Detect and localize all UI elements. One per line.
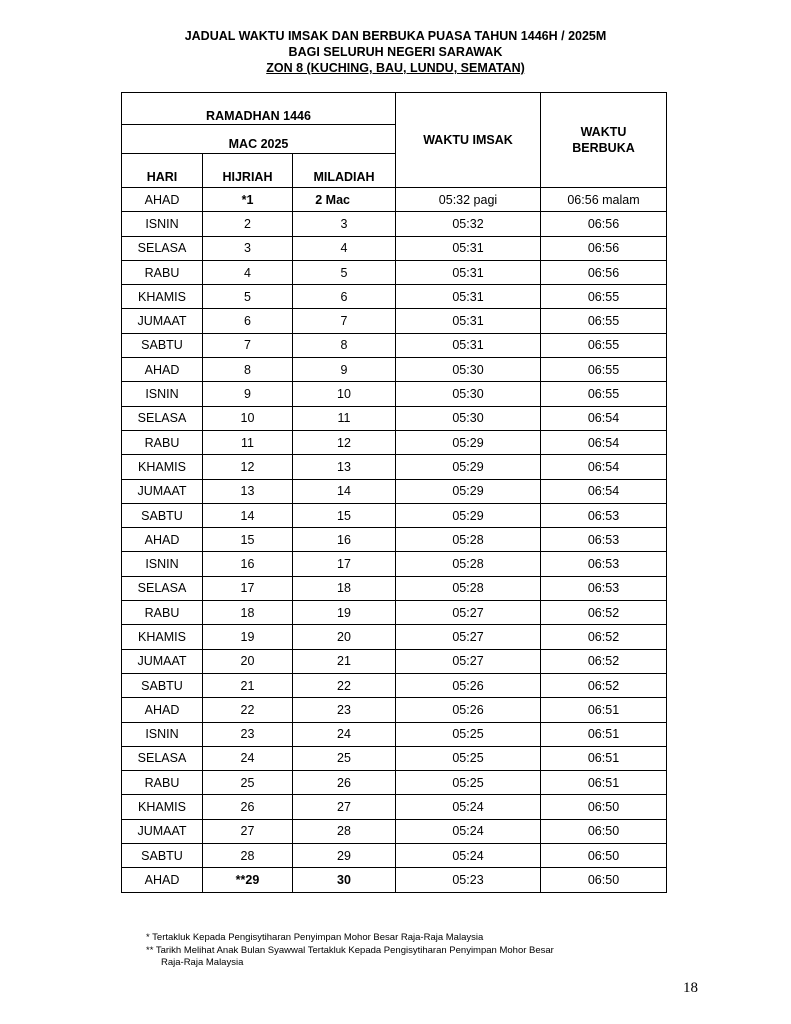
- cell-miladiah: 16: [293, 528, 396, 552]
- cell-miladiah: 15: [293, 503, 396, 527]
- table-row: [122, 503, 667, 527]
- table-row: [122, 844, 667, 868]
- cell-berbuka: 06:55: [541, 382, 667, 406]
- cell-hijriah: 20: [203, 649, 293, 673]
- cell-hari: AHAD: [122, 188, 203, 212]
- ramadhan-header: RAMADHAN 1446: [122, 93, 396, 125]
- cell-berbuka: 06:52: [541, 649, 667, 673]
- zone-label: ZON 8 (KUCHING, BAU, LUNDU, SEMATAN): [266, 61, 525, 75]
- footnote-2-continued: Raja-Raja Malaysia: [161, 957, 244, 968]
- cell-miladiah: 26: [293, 771, 396, 795]
- cell-imsak: 05:30: [396, 406, 541, 430]
- table-row: [122, 868, 667, 892]
- cell-hari: JUMAAT: [122, 649, 203, 673]
- table-row: [122, 188, 667, 212]
- footnote-1: * Tertakluk Kepada Pengisytiharan Penyimpan Mohor Besar Raja-Raja Malaysia: [146, 932, 484, 943]
- cell-miladiah: 13: [293, 455, 396, 479]
- cell-imsak: 05:32 pagi: [396, 188, 541, 212]
- cell-hari: RABU: [122, 260, 203, 284]
- cell-hari: AHAD: [122, 358, 203, 382]
- cell-imsak: 05:31: [396, 260, 541, 284]
- cell-hijriah: 7: [203, 333, 293, 357]
- cell-hari: RABU: [122, 601, 203, 625]
- cell-hijriah: 23: [203, 722, 293, 746]
- cell-miladiah: 29: [293, 844, 396, 868]
- cell-miladiah: 30: [293, 868, 396, 892]
- cell-hijriah: 27: [203, 819, 293, 843]
- cell-berbuka: 06:55: [541, 333, 667, 357]
- document-subtitle: BAGI SELURUH NEGERI SARAWAK: [288, 45, 503, 59]
- table-row: [122, 698, 667, 722]
- cell-imsak: 05:25: [396, 722, 541, 746]
- cell-hijriah: 10: [203, 406, 293, 430]
- hijriah-header: HIJRIAH: [203, 154, 293, 188]
- cell-hijriah: 26: [203, 795, 293, 819]
- cell-imsak: 05:28: [396, 576, 541, 600]
- cell-hijriah: 22: [203, 698, 293, 722]
- cell-imsak: 05:27: [396, 625, 541, 649]
- cell-miladiah: 23: [293, 698, 396, 722]
- cell-miladiah: 5: [293, 260, 396, 284]
- table-row: [122, 212, 667, 236]
- cell-berbuka: 06:53: [541, 552, 667, 576]
- cell-imsak: 05:28: [396, 528, 541, 552]
- month-header: MAC 2025: [122, 125, 396, 154]
- table-row: [122, 649, 667, 673]
- cell-miladiah: 17: [293, 552, 396, 576]
- cell-berbuka: 06:50: [541, 844, 667, 868]
- cell-imsak: 05:30: [396, 358, 541, 382]
- cell-berbuka: 06:52: [541, 601, 667, 625]
- cell-imsak: 05:25: [396, 771, 541, 795]
- cell-miladiah: 27: [293, 795, 396, 819]
- footnote-2: ** Tarikh Melihat Anak Bulan Syawwal Tertakluk Kepada Pengisytiharan Penyimpan Mohor Besar: [146, 944, 554, 956]
- cell-hijriah: 11: [203, 430, 293, 454]
- cell-berbuka: 06:54: [541, 479, 667, 503]
- cell-berbuka: 06:52: [541, 673, 667, 697]
- cell-miladiah: 6: [293, 285, 396, 309]
- cell-berbuka: 06:50: [541, 819, 667, 843]
- cell-imsak: 05:29: [396, 430, 541, 454]
- table-row: [122, 722, 667, 746]
- cell-imsak: 05:30: [396, 382, 541, 406]
- cell-hijriah: 18: [203, 601, 293, 625]
- cell-hari: AHAD: [122, 528, 203, 552]
- table-row: [122, 260, 667, 284]
- cell-hari: JUMAAT: [122, 479, 203, 503]
- cell-miladiah: 10: [293, 382, 396, 406]
- cell-miladiah: 18: [293, 576, 396, 600]
- cell-miladiah: 24: [293, 722, 396, 746]
- document-header: [0, 28, 791, 76]
- cell-hijriah: 17: [203, 576, 293, 600]
- table-row: [122, 333, 667, 357]
- cell-hijriah: 19: [203, 625, 293, 649]
- cell-hijriah: 28: [203, 844, 293, 868]
- cell-berbuka: 06:54: [541, 455, 667, 479]
- cell-berbuka: 06:50: [541, 868, 667, 892]
- cell-berbuka: 06:55: [541, 285, 667, 309]
- footnotes: [146, 932, 554, 970]
- table-row: [122, 406, 667, 430]
- cell-berbuka: 06:56: [541, 236, 667, 260]
- cell-berbuka: 06:53: [541, 503, 667, 527]
- cell-hijriah: 6: [203, 309, 293, 333]
- cell-berbuka: 06:51: [541, 746, 667, 770]
- cell-hijriah: 9: [203, 382, 293, 406]
- cell-berbuka: 06:50: [541, 795, 667, 819]
- cell-miladiah: 19: [293, 601, 396, 625]
- cell-hijriah: 2: [203, 212, 293, 236]
- table-row: [122, 358, 667, 382]
- hari-header: HARI: [122, 154, 203, 188]
- cell-imsak: 05:29: [396, 455, 541, 479]
- cell-hari: ISNIN: [122, 382, 203, 406]
- imsak-header: WAKTU IMSAK: [396, 93, 541, 188]
- table-row: [122, 455, 667, 479]
- table-row: [122, 673, 667, 697]
- cell-hari: RABU: [122, 430, 203, 454]
- cell-imsak: 05:32: [396, 212, 541, 236]
- cell-imsak: 05:29: [396, 479, 541, 503]
- cell-berbuka: 06:54: [541, 430, 667, 454]
- cell-hijriah: 24: [203, 746, 293, 770]
- cell-hari: SELASA: [122, 746, 203, 770]
- table-row: [122, 236, 667, 260]
- cell-berbuka: 06:55: [541, 309, 667, 333]
- cell-hari: RABU: [122, 771, 203, 795]
- table-row: [122, 285, 667, 309]
- cell-miladiah: 7: [293, 309, 396, 333]
- cell-hijriah: **29: [203, 868, 293, 892]
- cell-miladiah: 8: [293, 333, 396, 357]
- cell-hijriah: 13: [203, 479, 293, 503]
- page-number: 18: [683, 980, 698, 996]
- berbuka-header-text: WAKTU BERBUKA: [572, 125, 635, 155]
- cell-hari: SELASA: [122, 576, 203, 600]
- cell-imsak: 05:26: [396, 698, 541, 722]
- cell-hari: AHAD: [122, 868, 203, 892]
- cell-miladiah: 28: [293, 819, 396, 843]
- cell-imsak: 05:31: [396, 309, 541, 333]
- cell-imsak: 05:25: [396, 746, 541, 770]
- cell-miladiah: 9: [293, 358, 396, 382]
- cell-imsak: 05:27: [396, 649, 541, 673]
- cell-berbuka: 06:56: [541, 260, 667, 284]
- cell-imsak: 05:31: [396, 285, 541, 309]
- cell-miladiah: 4: [293, 236, 396, 260]
- cell-imsak: 05:29: [396, 503, 541, 527]
- cell-miladiah: 22: [293, 673, 396, 697]
- cell-hari: KHAMIS: [122, 455, 203, 479]
- cell-miladiah: 11: [293, 406, 396, 430]
- cell-imsak: 05:24: [396, 795, 541, 819]
- cell-berbuka: 06:54: [541, 406, 667, 430]
- cell-imsak: 05:31: [396, 333, 541, 357]
- table-row: [122, 819, 667, 843]
- cell-hari: ISNIN: [122, 212, 203, 236]
- table-row: [122, 309, 667, 333]
- cell-miladiah: 3: [293, 212, 396, 236]
- cell-hari: SABTU: [122, 333, 203, 357]
- berbuka-header: [541, 93, 667, 188]
- table-row: [122, 625, 667, 649]
- table-body: [122, 188, 667, 893]
- cell-miladiah: 2 Mac: [293, 188, 396, 212]
- cell-hijriah: 8: [203, 358, 293, 382]
- cell-berbuka: 06:51: [541, 722, 667, 746]
- table-row: [122, 795, 667, 819]
- cell-hari: SABTU: [122, 673, 203, 697]
- cell-hijriah: 25: [203, 771, 293, 795]
- document-title: JADUAL WAKTU IMSAK DAN BERBUKA PUASA TAHUN 1446H / 2025M: [184, 29, 607, 43]
- cell-berbuka: 06:56 malam: [541, 188, 667, 212]
- cell-hari: JUMAAT: [122, 819, 203, 843]
- cell-berbuka: 06:51: [541, 698, 667, 722]
- table-row: [122, 576, 667, 600]
- table-row: [122, 528, 667, 552]
- cell-hijriah: 12: [203, 455, 293, 479]
- cell-imsak: 05:24: [396, 844, 541, 868]
- schedule-table: [121, 92, 667, 893]
- cell-miladiah: 25: [293, 746, 396, 770]
- table-row: [122, 382, 667, 406]
- cell-hari: SELASA: [122, 236, 203, 260]
- cell-berbuka: 06:56: [541, 212, 667, 236]
- cell-miladiah: 14: [293, 479, 396, 503]
- cell-hari: ISNIN: [122, 552, 203, 576]
- cell-imsak: 05:23: [396, 868, 541, 892]
- miladiah-header: MILADIAH: [293, 154, 396, 188]
- cell-hijriah: 21: [203, 673, 293, 697]
- cell-hari: SABTU: [122, 844, 203, 868]
- cell-hijriah: 4: [203, 260, 293, 284]
- cell-hari: ISNIN: [122, 722, 203, 746]
- table-row: [122, 746, 667, 770]
- cell-hari: AHAD: [122, 698, 203, 722]
- cell-hari: KHAMIS: [122, 285, 203, 309]
- cell-hari: KHAMIS: [122, 625, 203, 649]
- table-header: [122, 93, 667, 188]
- cell-hijriah: 5: [203, 285, 293, 309]
- cell-imsak: 05:31: [396, 236, 541, 260]
- cell-berbuka: 06:55: [541, 358, 667, 382]
- cell-hari: JUMAAT: [122, 309, 203, 333]
- table-row: [122, 479, 667, 503]
- cell-miladiah: 20: [293, 625, 396, 649]
- cell-berbuka: 06:52: [541, 625, 667, 649]
- cell-hari: KHAMIS: [122, 795, 203, 819]
- cell-imsak: 05:28: [396, 552, 541, 576]
- table-row: [122, 430, 667, 454]
- cell-hijriah: 15: [203, 528, 293, 552]
- cell-imsak: 05:27: [396, 601, 541, 625]
- table-row: [122, 552, 667, 576]
- cell-imsak: 05:26: [396, 673, 541, 697]
- cell-berbuka: 06:53: [541, 528, 667, 552]
- cell-berbuka: 06:53: [541, 576, 667, 600]
- cell-miladiah: 21: [293, 649, 396, 673]
- cell-imsak: 05:24: [396, 819, 541, 843]
- cell-hijriah: 3: [203, 236, 293, 260]
- cell-hari: SABTU: [122, 503, 203, 527]
- table-row: [122, 771, 667, 795]
- table-row: [122, 601, 667, 625]
- cell-hijriah: 16: [203, 552, 293, 576]
- cell-hari: SELASA: [122, 406, 203, 430]
- cell-hijriah: 14: [203, 503, 293, 527]
- cell-berbuka: 06:51: [541, 771, 667, 795]
- cell-hijriah: *1: [203, 188, 293, 212]
- cell-miladiah: 12: [293, 430, 396, 454]
